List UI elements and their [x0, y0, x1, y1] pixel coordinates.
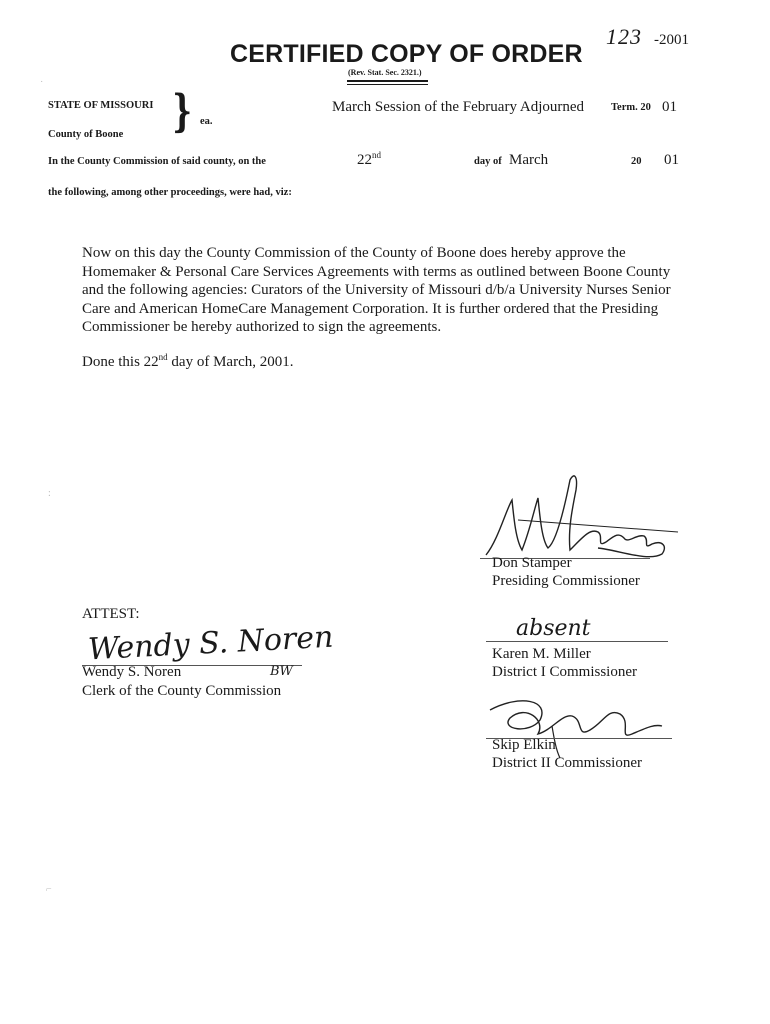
attest-label: ATTEST: — [82, 606, 140, 622]
brace-symbol: } — [172, 86, 193, 137]
district-1-title: District I Commissioner — [492, 664, 637, 680]
attest-name: Wendy S. Noren — [82, 664, 182, 680]
order-paragraph — [82, 244, 702, 337]
district-2-title: District II Commissioner — [492, 755, 642, 771]
session-month: March — [509, 152, 549, 168]
document-number — [606, 24, 689, 50]
district-1-name: Karen M. Miller — [492, 646, 591, 662]
day-of-label: day of — [474, 156, 502, 167]
scan-speck: : — [48, 488, 51, 499]
statute-reference: (Rev. Stat. Sec. 2321.) — [348, 68, 422, 77]
done-suffix: day of March, 2001. — [167, 354, 294, 370]
document-title: CERTIFIED COPY OF ORDER — [230, 40, 583, 68]
session-text: March Session of the February Adjourned — [332, 99, 585, 115]
state-label: STATE OF MISSOURI — [48, 100, 154, 111]
presiding-name: Don Stamper — [492, 555, 572, 571]
year-label: 20 — [631, 156, 642, 167]
paragraph-line: Care and American HomeCare Management Corporation. It is further ordered that the Presiding — [82, 300, 659, 317]
paragraph-line: Homemaker & Personal Care Services Agreements with terms as outlined between Boone County — [82, 263, 671, 280]
attest-signature: Wendy S. Noren — [87, 619, 335, 668]
handwritten-document-number: 123 — [606, 24, 642, 49]
session-day — [357, 152, 381, 169]
title-rule-bottom — [347, 84, 428, 85]
paragraph-line: Now on this day the County Commission of the County of Boone does hereby approve the — [82, 245, 626, 261]
signature-line-district-1 — [486, 641, 668, 642]
absent-note: absent — [516, 616, 591, 641]
district-2-name: Skip Elkin — [492, 737, 556, 753]
session-day-suffix: nd — [372, 150, 381, 160]
document-year-suffix: -2001 — [654, 32, 689, 48]
year-value: 01 — [664, 152, 679, 168]
paragraph-line: and the following agencies: Curators of the University of Missouri d/b/a University Nurses Senior — [82, 282, 671, 298]
done-line — [82, 354, 293, 371]
paragraph-line: Commissioner be hereby authorized to sign the agreements. — [82, 319, 442, 335]
ea-label: ea. — [200, 116, 213, 127]
title-rule-top — [347, 80, 428, 82]
attest-title: Clerk of the County Commission — [82, 683, 282, 699]
commission-line: In the County Commission of said county, on the — [48, 156, 266, 167]
scan-speck: ⌐ — [46, 884, 52, 895]
session-day-number: 22 — [357, 152, 372, 168]
done-prefix: Done this 22 — [82, 354, 159, 370]
term-label: Term. 20 — [611, 102, 651, 113]
county-label: County of Boone — [48, 129, 124, 140]
proceedings-line: the following, among other proceedings, were had, viz: — [48, 187, 292, 198]
term-value: 01 — [662, 99, 677, 115]
scan-speck: ˙ — [40, 80, 44, 91]
presiding-title: Presiding Commissioner — [492, 573, 640, 589]
attest-initials: BW — [270, 664, 293, 679]
done-sup: nd — [158, 352, 168, 362]
